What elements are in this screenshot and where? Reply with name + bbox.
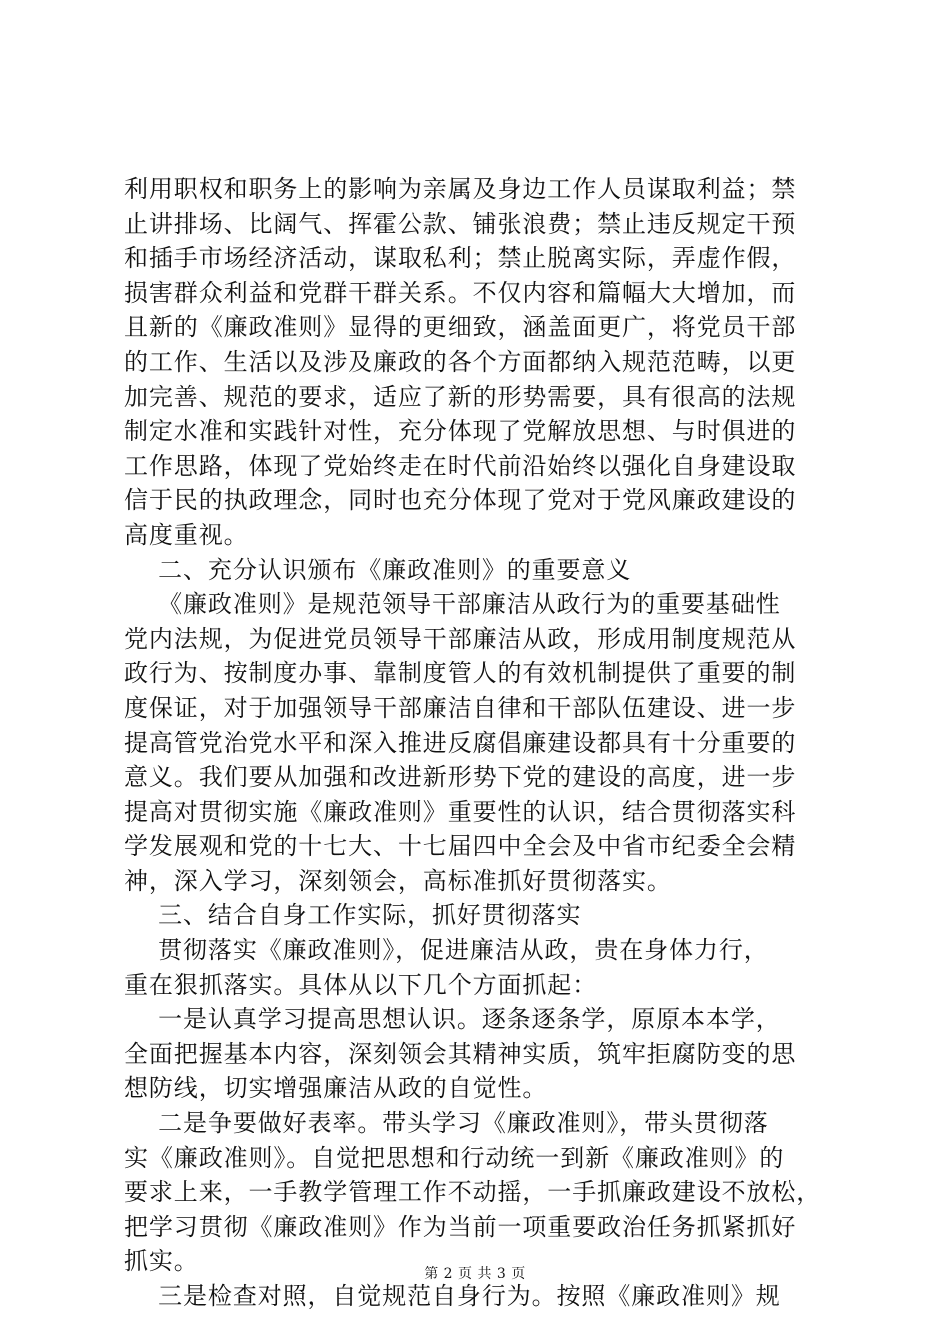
text-line: 《廉政准则》是规范领导干部廉洁从政行为的重要基础性 (124, 590, 781, 619)
body-text (124, 172, 844, 1314)
text-line: 要求上来，一手教学管理工作不动摇，一手抓廉政建设不放松， (124, 1178, 822, 1207)
text-line: 和插手市场经济活动，谋取私利；禁止脱离实际，弄虚作假， (124, 244, 797, 273)
text-line: 党内法规，为促进党员领导干部廉洁从政，形成用制度规范从 (124, 624, 797, 653)
text-line: 贯彻落实《廉政准则》，促进廉洁从政，贵在身体力行， (124, 936, 769, 965)
text-line: 二是争要做好表率。带头学习《廉政准则》，带头贯彻落 (124, 1109, 769, 1138)
text-line: 一是认真学习提高思想认识。逐条逐条学，原原本本学， (124, 1005, 781, 1034)
text-line: 信于民的执政理念，同时也充分体现了党对于党风廉政建设的 (124, 486, 797, 515)
text-line: 神，深入学习，深刻领会，高标准抓好贯彻落实。 (124, 866, 672, 895)
text-line: 制定水准和实践针对性，充分体现了党解放思想、与时俱进的 (124, 417, 797, 446)
text-line: 损害群众利益和党群干群关系。不仅内容和篇幅大大增加，而 (124, 278, 797, 307)
text-line: 提高管党治党水平和深入推进反腐倡廉建设都具有十分重要的 (124, 728, 797, 757)
text-line: 实《廉政准则》。自觉把思想和行动统一到新《廉政准则》的 (124, 1143, 785, 1172)
text-line: 的工作、生活以及涉及廉政的各个方面都纳入规范范畴，以更 (124, 347, 797, 376)
text-line: 政行为、按制度办事、靠制度管人的有效机制提供了重要的制 (124, 659, 797, 688)
section-heading: 二、充分认识颁布《廉政准则》的重要意义 (124, 555, 632, 584)
page-number-footer: 第 2 页 共 3 页 (424, 1266, 526, 1282)
text-line: 利用职权和职务上的影响为亲属及身边工作人员谋取利益；禁 (124, 175, 797, 203)
section-heading: 三、结合自身工作实际，抓好贯彻落实 (124, 901, 582, 930)
text-line: 重在狠抓落实。具体从以下几个方面抓起： (124, 970, 598, 999)
text-line: 提高对贯彻实施《廉政准则》重要性的认识，结合贯彻落实科 (124, 797, 797, 826)
text-line: 度保证，对于加强领导干部廉洁自律和干部队伍建设、进一步 (124, 693, 797, 722)
text-line: 止讲排场、比阔气、挥霍公款、铺张浪费；禁止违反规定干预 (124, 209, 797, 238)
text-line: 三是检查对照，自觉规范自身行为。按照《廉政准则》规 (124, 1282, 781, 1310)
text-line: 意义。我们要从加强和改进新形势下党的建设的高度，进一步 (124, 763, 797, 792)
text-line: 工作思路，体现了党始终走在时代前沿始终以强化自身建设取 (124, 451, 797, 480)
text-line: 学发展观和党的十七大、十七届四中全会及中省市纪委全会精 (124, 832, 797, 861)
text-line: 想防线，切实增强廉洁从政的自觉性。 (124, 1074, 548, 1103)
text-line: 全面把握基本内容，深刻领会其精神实质，筑牢拒腐防变的思 (124, 1039, 797, 1068)
text-line: 抓实。 (124, 1247, 199, 1276)
text-line: 高度重视。 (124, 520, 249, 549)
text-line: 把学习贯彻《廉政准则》作为当前一项重要政治任务抓紧抓好 (124, 1212, 797, 1241)
text-line: 加完善、规范的要求，适应了新的形势需要，具有很高的法规 (124, 382, 797, 411)
text-line: 且新的《廉政准则》显得的更细致，涵盖面更广，将党员干部 (124, 313, 797, 342)
